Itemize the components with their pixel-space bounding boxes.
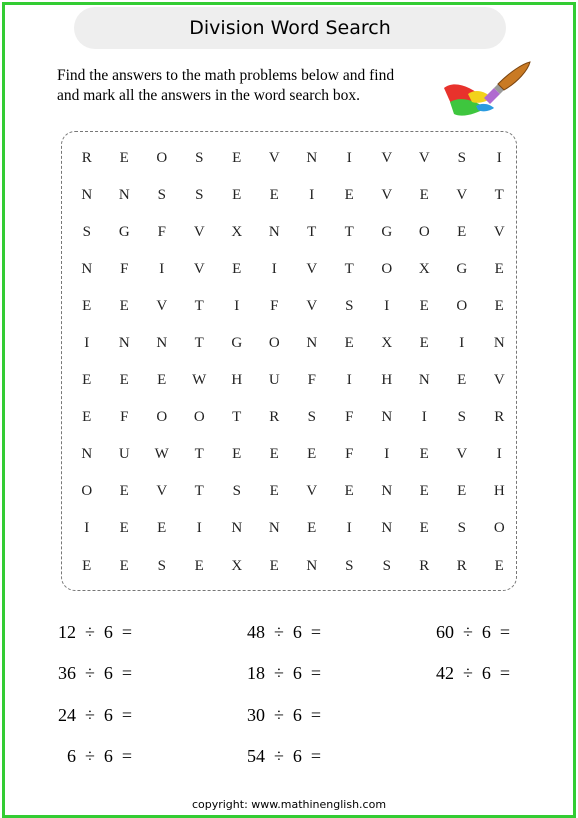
grid-letter: V <box>306 483 318 500</box>
grid-letter: V <box>493 372 505 389</box>
grid-letter: N <box>381 520 393 537</box>
grid-letter: N <box>381 483 393 500</box>
grid-letter: S <box>195 187 204 204</box>
grid-letter: S <box>457 150 466 167</box>
grid-letter: V <box>193 224 205 241</box>
grid-letter: N <box>156 335 168 352</box>
grid-letter: E <box>457 483 467 500</box>
grid-letter: N <box>418 372 430 389</box>
grid-letter: H <box>381 372 393 389</box>
grid-letter: I <box>309 187 315 204</box>
grid-letter: E <box>269 483 279 500</box>
grid-letter: I <box>159 261 165 278</box>
grid-letter: N <box>81 261 93 278</box>
grid-letter: O <box>193 409 205 426</box>
grid-letter: E <box>269 187 279 204</box>
grid-letter: I <box>346 520 352 537</box>
grid-letter: F <box>157 224 166 241</box>
grid-letter: E <box>344 335 354 352</box>
grid-letter: E <box>269 446 279 463</box>
grid-letter: G <box>456 261 468 278</box>
grid-letter: S <box>307 409 316 426</box>
grid-letter: I <box>271 261 277 278</box>
grid-letter: E <box>119 557 129 574</box>
grid-letter: S <box>157 557 166 574</box>
problem-6: 42 ÷ 6 = <box>436 663 511 683</box>
grid-letter: E <box>457 372 467 389</box>
grid-letter: R <box>419 557 430 574</box>
grid-letter: E <box>344 483 354 500</box>
grid-letter: I <box>234 298 240 315</box>
grid-letter: X <box>231 557 243 574</box>
grid-letter: N <box>493 335 505 352</box>
grid-letter: N <box>306 557 318 574</box>
grid-letter: S <box>457 520 466 537</box>
grid-letter: G <box>118 224 130 241</box>
grid-letter: F <box>345 446 354 463</box>
grid-letter: T <box>194 483 204 500</box>
grid-letter: T <box>344 261 354 278</box>
grid-letter: U <box>118 446 130 463</box>
grid-letter: E <box>307 520 317 537</box>
grid-letter: T <box>194 298 204 315</box>
grid-letter: V <box>306 261 318 278</box>
grid-letter: R <box>269 409 280 426</box>
grid-letter: N <box>81 187 93 204</box>
grid-letter: E <box>419 446 429 463</box>
grid-letter: E <box>269 557 279 574</box>
grid-letter: E <box>82 372 92 389</box>
grid-letter: F <box>345 409 354 426</box>
copyright-footer: copyright: www.mathinenglish.com <box>191 798 387 811</box>
grid-letter: T <box>194 335 204 352</box>
grid-letter: F <box>307 372 316 389</box>
problem-2: 48 ÷ 6 = <box>247 622 322 642</box>
grid-letter: F <box>120 261 129 278</box>
grid-letter: O <box>456 298 468 315</box>
grid-letter: H <box>231 372 243 389</box>
grid-letter: I <box>196 520 202 537</box>
grid-letter: E <box>232 187 242 204</box>
grid-letter: I <box>84 335 90 352</box>
grid-letter: E <box>307 446 317 463</box>
grid-letter: W <box>192 372 207 389</box>
grid-letter: O <box>381 261 393 278</box>
grid-letter: O <box>418 224 430 241</box>
grid-letter: U <box>268 372 280 389</box>
grid-letter: E <box>457 224 467 241</box>
grid-letter: T <box>494 187 504 204</box>
grid-letter: E <box>232 261 242 278</box>
grid-letter: E <box>119 483 129 500</box>
grid-letter: S <box>232 483 241 500</box>
grid-letter: R <box>494 409 505 426</box>
grid-letter: E <box>494 261 504 278</box>
grid-letter: T <box>307 224 317 241</box>
grid-letter: R <box>81 150 92 167</box>
instructions <box>57 66 427 106</box>
grid-letter: E <box>419 298 429 315</box>
grid-letter: N <box>118 335 130 352</box>
grid-letter: X <box>231 224 243 241</box>
grid-letter: F <box>120 409 129 426</box>
grid-letter: N <box>268 520 280 537</box>
grid-letter: T <box>232 409 242 426</box>
grid-letter: F <box>270 298 279 315</box>
problem-8: 30 ÷ 6 = <box>247 705 322 725</box>
grid-letter: V <box>156 298 168 315</box>
grid-letter: E <box>82 557 92 574</box>
grid-letter: V <box>156 483 168 500</box>
instructions-line-2: and mark all the answers in the word search box. <box>57 87 361 104</box>
grid-letter: E <box>82 409 92 426</box>
grid-letter: E <box>119 372 129 389</box>
problem-3: 60 ÷ 6 = <box>436 622 511 642</box>
problem-1: 12 ÷ 6 = <box>58 622 133 642</box>
grid-letter: V <box>456 187 468 204</box>
grid-letter: G <box>231 335 243 352</box>
grid-letter: O <box>156 150 168 167</box>
grid-letter: E <box>157 372 167 389</box>
grid-letter: V <box>306 298 318 315</box>
grid-letter: S <box>457 409 466 426</box>
grid-letter: I <box>84 520 90 537</box>
grid-letter: N <box>118 187 130 204</box>
grid-letter: V <box>456 446 468 463</box>
grid-letter: T <box>344 224 354 241</box>
grid-letter: S <box>82 224 91 241</box>
grid-letter: N <box>231 520 243 537</box>
grid-letter: N <box>306 150 318 167</box>
grid-letter: I <box>459 335 465 352</box>
grid-letter: X <box>381 335 393 352</box>
grid-letter: O <box>268 335 280 352</box>
grid-letter: V <box>493 224 505 241</box>
grid-letter: V <box>193 261 205 278</box>
grid-letter: O <box>81 483 93 500</box>
grid-letter: N <box>81 446 93 463</box>
problem-4: 36 ÷ 6 = <box>58 663 133 683</box>
grid-letter: S <box>382 557 391 574</box>
grid-letter: S <box>345 557 354 574</box>
grid-letter: E <box>119 520 129 537</box>
page-title: Division Word Search <box>74 7 506 49</box>
grid-letter: I <box>346 150 352 167</box>
problem-5: 18 ÷ 6 = <box>247 663 322 683</box>
grid-letter: E <box>232 446 242 463</box>
problem-7: 24 ÷ 6 = <box>58 705 133 725</box>
grid-letter: E <box>82 298 92 315</box>
grid-letter: N <box>268 224 280 241</box>
grid-letter: I <box>384 298 390 315</box>
grid-letter: O <box>493 520 505 537</box>
grid-letter: N <box>306 335 318 352</box>
instructions-line-1: Find the answers to the math problems below and find <box>57 67 395 84</box>
grid-letter: E <box>419 520 429 537</box>
grid-letter: E <box>344 187 354 204</box>
grid-letter: E <box>419 187 429 204</box>
grid-letter: W <box>154 446 169 463</box>
grid-letter: E <box>157 520 167 537</box>
paintbrush-icon <box>440 58 535 120</box>
grid-letter: S <box>157 187 166 204</box>
grid-letter: V <box>418 150 430 167</box>
grid-letter: O <box>156 409 168 426</box>
grid-letter: E <box>119 150 129 167</box>
grid-letter: G <box>381 224 393 241</box>
grid-letter: I <box>421 409 427 426</box>
grid-letter: S <box>345 298 354 315</box>
grid-letter: E <box>494 298 504 315</box>
grid-letter: E <box>232 150 242 167</box>
grid-letter: E <box>119 298 129 315</box>
grid-letter: T <box>194 446 204 463</box>
problem-9: 6 ÷ 6 = <box>58 746 133 766</box>
grid-letter: E <box>494 557 504 574</box>
grid-letter: S <box>195 150 204 167</box>
grid-letter: E <box>419 483 429 500</box>
grid-letter: I <box>384 446 390 463</box>
grid-letter: V <box>268 150 280 167</box>
grid-letter: R <box>456 557 467 574</box>
word-search-grid <box>68 140 518 585</box>
grid-letter: I <box>346 372 352 389</box>
problem-10: 54 ÷ 6 = <box>247 746 322 766</box>
grid-letter: E <box>194 557 204 574</box>
grid-letter: E <box>419 335 429 352</box>
grid-letter: I <box>496 446 502 463</box>
grid-letter: X <box>418 261 430 278</box>
grid-letter: H <box>493 483 505 500</box>
grid-letter: V <box>381 187 393 204</box>
grid-letter: N <box>381 409 393 426</box>
grid-letter: V <box>381 150 393 167</box>
grid-letter: I <box>496 150 502 167</box>
